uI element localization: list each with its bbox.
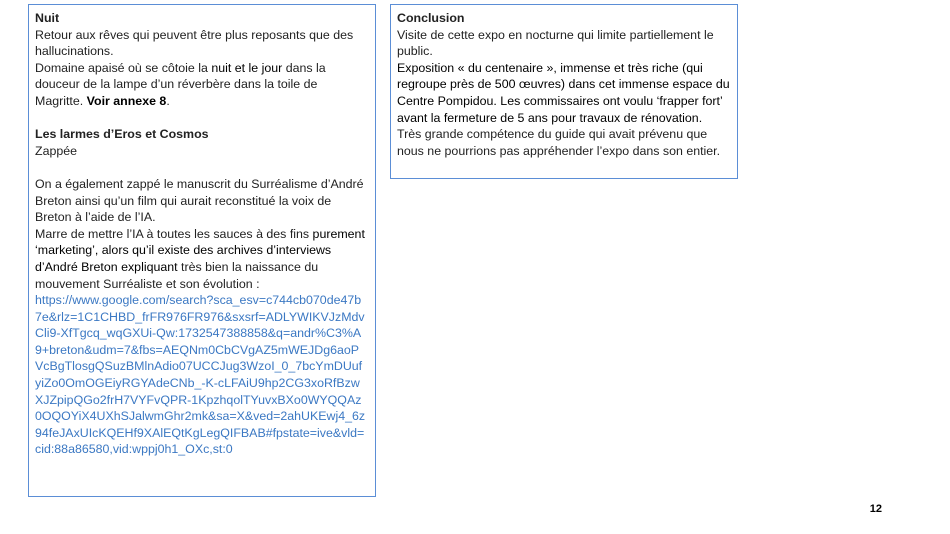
manuscrit-para2-a: Marre de mettre l’IA à toutes les sauces à des fins [35, 226, 313, 241]
nuit-line2-c: dans la douceur de la lampe d’un réverbère dans la toile de Magritte. [35, 60, 326, 108]
nuit-line2-a: Domaine apaisé où se côtoie la [35, 60, 212, 75]
manuscrit-para2-c: très bien la naissance du mouvement Surréaliste et son évolution : [35, 259, 319, 291]
nuit-line2-e: . [166, 93, 170, 108]
nuit-line2 [35, 60, 369, 110]
right-text-panel [390, 4, 738, 179]
larmes-heading: Les larmes d’Eros et Cosmos [35, 127, 209, 142]
conclusion-line1: Visite de cette expo en nocturne qui limite partiellement le public. [397, 27, 714, 59]
nuit-heading: Nuit [35, 11, 60, 25]
left-text-panel [28, 4, 376, 497]
spacer [35, 110, 369, 127]
manuscrit-para1: On a également zappé le manuscrit du Surréalisme d’André Breton ainsi qu’un film qui aurait reconstitué la voix de Breton à l’aide de l’IA. [35, 176, 364, 225]
manuscrit-para2 [35, 226, 369, 292]
conclusion-line2: Exposition « du centenaire », immense et très riche (qui regroupe près de 500 œuvres) dans cet immense espace du Centre Pompidou. Les commissaires ont voulu ‘frapper fort’ avant la fermeture de 5 ans pour travaux de rénovation. [397, 60, 730, 125]
page-number: 12 [869, 503, 882, 515]
nuit-line1: Retour aux rêves qui peuvent être plus reposants que des hallucinations. [35, 27, 354, 59]
spacer [35, 159, 369, 176]
conclusion-heading: Conclusion [397, 11, 465, 25]
nuit-line2-b: nuit et le jour [211, 60, 283, 75]
annex-reference: Voir annexe 8 [86, 93, 167, 108]
conclusion-line3: Très grande compétence du guide qui avait prévenu que nous ne pourrions pas appréhender l’expo dans son entier. [397, 127, 721, 158]
manuscrit-para2-b: purement ‘marketing’, alors qu’il existe des archives d’interviews d’André Breton expliquant [35, 226, 365, 274]
breton-video-link[interactable]: https://www.google.com/search?sca_esv=c744cb070de47b7e&rlz=1C1CHBD_frFR976FR976&sxsrf=ADLYWIKVJzMdvCli9-XfTgcq_wqGXUi-Qw:1732547388858&q=andr%C3%A9+breton&udm=7&fbs=AEQNm0CbCVgAZ5mWEJDg6aoPVcBgTlosgQSuzBMlnAdio07UCCJug3WzoI_0_7bcYmDUufyiZo0OmOGEiyRGYAdeCNb_-K-cLFAiU9hp2CG3xoRfBzwXJZpipQGo2frH7VYFvQPR-1KpzhqolTYuvxBXo0WYQQAz0OQOYiX4UXhSJalwmGhr2mk&sa=X&ved=2ahUKEwj4_6z94feJAxUIcKQEHf9XAlEQtKgLegQIFBAB#fpstate=ive&vld=cid:88a86580,vid:wppj0h1_OXc,st:0 [35, 293, 366, 457]
larmes-status: Zappée [35, 143, 78, 158]
